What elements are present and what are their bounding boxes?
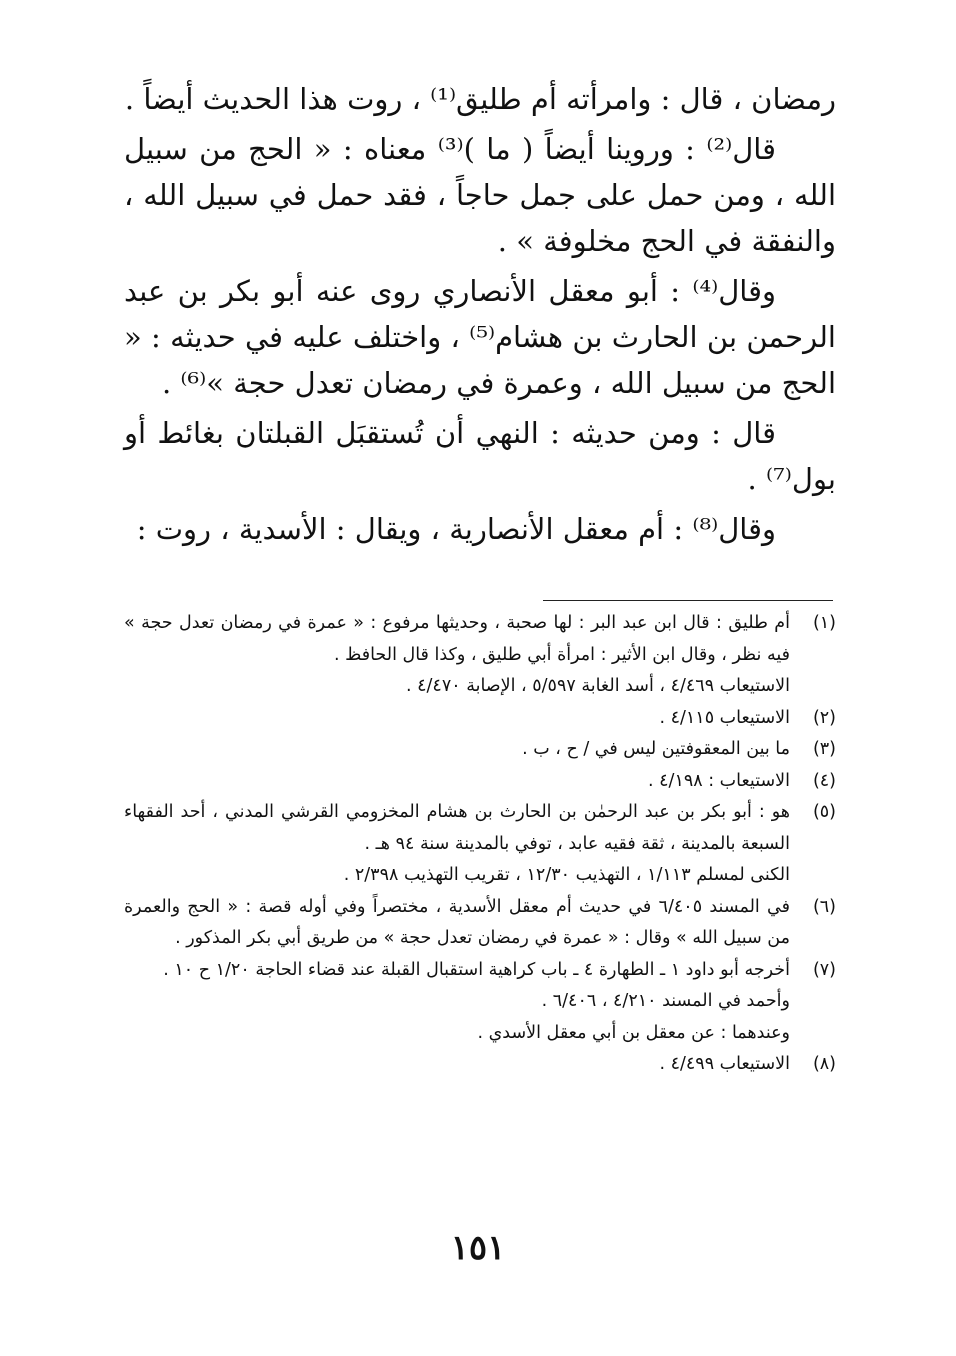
footnote-number: (٣)	[812, 739, 836, 759]
footnote-line: الكنى لمسلم ١/١١٣ ، التهذيب ١٢/٣٠ ، تقريب التهذيب ٢/٣٩٨ .	[343, 865, 790, 885]
footnote-body	[124, 608, 790, 703]
footnote-number: (١)	[812, 613, 836, 633]
footnote-line: في المسند ٦/٤٠٥ في حديث أم معقل الأسدية ، مختصراً وفي أوله قصة : « الحج والعمرة من سبيل الله » وقال : « عمرة في رمضان تعدل حجة » من طريق أبي بكر المذكور .	[124, 896, 790, 948]
footnote-line: ما بين المعقوفتين ليس في / ح ، ب .	[522, 739, 790, 759]
paragraph-5: وقال⁽⁸⁾ : أم معقل الأنصارية ، ويقال : الأسدية ، روت :	[136, 512, 776, 546]
paragraph-4: قال : ومن حديثه : النهي أن تُستقبَل القبلتان بغائط أو بول⁽⁷⁾ .	[124, 416, 836, 496]
footnote-number: (٤)	[812, 770, 836, 791]
footnote-body	[124, 797, 790, 892]
footnote-line: الاستيعاب ٤/٤٦٩ ، أسد الغابة ٥/٥٩٧ ، الإصابة ٤/٤٧٠ .	[406, 676, 790, 696]
footnote-2	[124, 703, 836, 735]
main-text	[124, 76, 836, 556]
footnote-line: الاستيعاب ٤/٤٩٩ .	[659, 1054, 790, 1074]
footnote-4	[124, 766, 836, 798]
footnote-body	[124, 892, 790, 955]
paragraph-2: قال⁽²⁾ : وروينا أيضاً ( ما )⁽³⁾ معناه : « الحج من سبيل الله ، ومن حمل على جمل حاجاً ، فقد حمل في سبيل الله ، والنفقة في الحج مخلوفة » .	[124, 132, 836, 258]
footnote-line: أخرجه أبو داود ١ ـ الطهارة ٤ ـ باب كراهية استقبال القبلة عند قضاء الحاجة ١/٢٠ ح ١٠ .	[163, 959, 790, 980]
footnote-6	[124, 892, 836, 955]
page-number: ١٥١	[450, 1228, 506, 1268]
footnote-line: وعندهما : عن معقل بن أبي معقل الأسدي .	[477, 1022, 790, 1043]
footnotes	[124, 608, 836, 1081]
footnote-body	[124, 1049, 790, 1081]
paragraph-1: رمضان ، قال : وامرأته أم طليق⁽¹⁾ ، روت هذا الحديث أيضاً .	[124, 82, 836, 116]
footnote-7	[124, 955, 836, 1050]
paragraph-3: وقال⁽⁴⁾ : أبو معقل الأنصاري روى عنه أبو بكر بن عبد الرحمن بن الحارث بن هشام⁽⁵⁾ ، واختلف عليه في حديثه : « الحج من سبيل الله ، وعمرة في رمضان تعدل حجة »⁽⁶⁾ .	[124, 274, 836, 400]
footnote-body	[124, 703, 790, 735]
footnote-number: (٢)	[812, 707, 836, 728]
footnote-line: الاستيعاب : ٤/١٩٨ .	[648, 770, 790, 791]
footnote-number: (٧)	[812, 959, 836, 980]
footnote-line: الاستيعاب ٤/١١٥ .	[659, 707, 790, 728]
footnote-line: أم طليق : قال ابن عبد البر : لها صحبة ، وحديثها مرفوع : « عمرة في رمضان تعدل حجة » فيه نظر ، وقال ابن الأثير : امرأة أبي طليق ، وكذا قال الحافظ .	[124, 613, 790, 665]
footnote-8	[124, 1049, 836, 1081]
footnote-line: وأحمد في المسند ٤/٢١٠ ، ٦/٤٠٦ .	[541, 991, 790, 1011]
footnote-1	[124, 608, 836, 703]
footnote-body	[124, 766, 790, 798]
footnote-3	[124, 734, 836, 766]
footnote-number: (٨)	[812, 1054, 836, 1074]
footnote-separator	[543, 600, 833, 601]
footnote-number: (٦)	[812, 896, 836, 917]
footnote-body	[124, 734, 790, 766]
footnote-number: (٥)	[812, 802, 836, 822]
footnote-5	[124, 797, 836, 892]
footnote-body	[124, 955, 790, 1050]
footnote-line: هو : أبو بكر بن عبد الرحمٰن بن الحارث بن هشام المخزومي القرشي المدني ، أحد الفقهاء السبعة بالمدينة ، ثقة فقيه عابد ، توفي بالمدينة سنة ٩٤ هـ .	[124, 802, 790, 854]
